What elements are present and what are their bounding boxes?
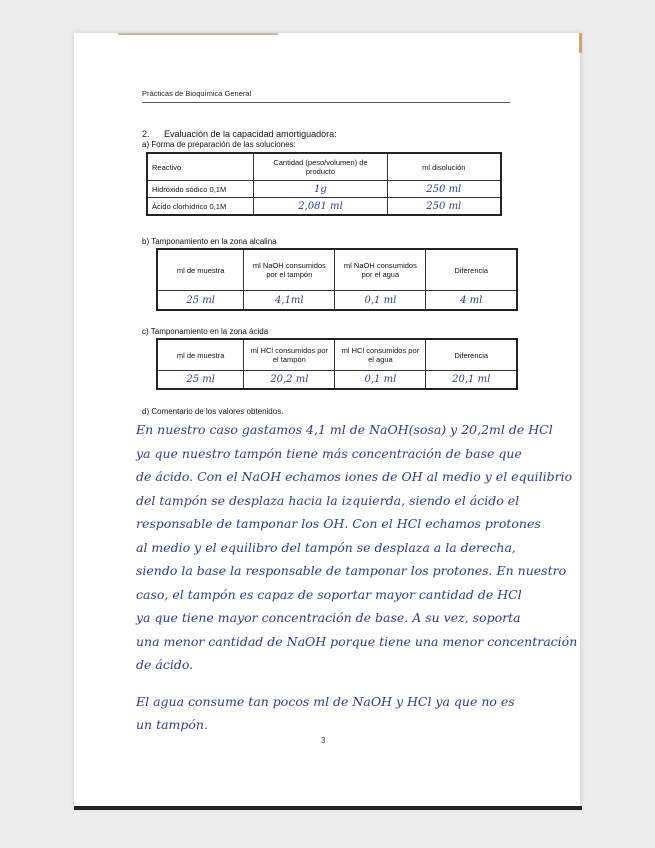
disolucion-cell: 250 ml bbox=[387, 181, 501, 198]
comment-line: responsable de tamponar los OH. Con el HCl echamos protones bbox=[136, 516, 541, 531]
tampon-cell: 20,2 ml bbox=[244, 371, 335, 390]
header-cell: ml NaOH consumidos por el agua bbox=[335, 249, 426, 291]
table-header-row bbox=[157, 339, 517, 371]
muestra-cell: 25 ml bbox=[157, 291, 244, 311]
page-top-mark bbox=[118, 33, 278, 35]
header-cell: Reactivo bbox=[147, 153, 254, 181]
page-edge-mark bbox=[579, 33, 582, 53]
comment-line: ya que nuestro tampón tiene más concentración de base que bbox=[136, 445, 522, 461]
header-cell: Diferencia bbox=[426, 339, 517, 371]
header-cell: Cantidad (peso/volumen) de producto bbox=[254, 153, 387, 181]
header-cell: ml NaOH consumidos por el tampón bbox=[244, 249, 335, 291]
comment-line: un tampón. bbox=[136, 717, 208, 732]
page-number: 3 bbox=[321, 736, 326, 745]
header-rule bbox=[142, 102, 510, 103]
tampon-cell: 4,1ml bbox=[244, 291, 335, 311]
comment-line: ya que tiene mayor concentración de base. A su vez, soporta bbox=[136, 610, 521, 625]
section-title: Evaluación de la capacidad amortiguadora: bbox=[164, 129, 337, 139]
agua-cell: 0,1 ml bbox=[335, 371, 426, 390]
comment-line: de ácido. bbox=[136, 657, 194, 672]
acid-buffer-table bbox=[156, 338, 518, 390]
cantidad-cell: 2,081 ml bbox=[254, 198, 387, 216]
section-number: 2. bbox=[142, 129, 150, 139]
comment-line: de ácido. Con el NaOH echamos iones de OH al medio y el equilibrio bbox=[136, 469, 573, 484]
header-cell: ml de muestra bbox=[157, 339, 244, 371]
page-bottom-edge bbox=[74, 806, 582, 810]
comment-line: El agua consume tan pocos ml de NaOH y HCl ya que no es bbox=[136, 693, 515, 709]
table-header-row bbox=[157, 249, 517, 291]
header-cell: ml HCl consumidos por el tampón bbox=[244, 339, 335, 371]
part-c-title: c) Tamponamiento en la zona ácida bbox=[142, 327, 269, 336]
table-row bbox=[157, 291, 517, 311]
reactivo-cell: Ácido clorhídrico 0,1M bbox=[147, 198, 254, 216]
comment-line: siendo la base la responsable de tamponar los protones. En nuestro bbox=[136, 563, 567, 578]
muestra-cell: 25 ml bbox=[157, 371, 244, 390]
reactivo-cell: Hidróxido sódico 0,1M bbox=[147, 181, 254, 198]
header-cell: Diferencia bbox=[426, 249, 517, 291]
comment-line: del tampón se desplaza hacia la izquierda, siendo el ácido el bbox=[136, 492, 520, 508]
part-d-title: d) Comentario de los valores obtenidos. bbox=[142, 407, 284, 416]
table-header-row bbox=[147, 153, 501, 181]
diferencia-cell: 4 ml bbox=[426, 291, 517, 311]
running-header: Prácticas de Bioquímica General bbox=[142, 89, 252, 98]
section-heading bbox=[142, 129, 337, 139]
comment-line: En nuestro caso gastamos 4,1 ml de NaOH(sosa) y 20,2ml de HCl bbox=[136, 422, 553, 437]
comment-line: una menor cantidad de NaOH porque tiene una menor concentración bbox=[136, 633, 578, 649]
solutions-table bbox=[146, 152, 502, 216]
table-row bbox=[147, 181, 501, 198]
header-cell: ml HCl consumidos por el agua bbox=[335, 339, 426, 371]
table-row bbox=[147, 198, 501, 216]
agua-cell: 0,1 ml bbox=[335, 291, 426, 311]
document-page bbox=[74, 33, 580, 808]
cantidad-cell: 1g bbox=[254, 181, 387, 198]
disolucion-cell: 250 ml bbox=[387, 198, 501, 216]
handwritten-comment bbox=[136, 418, 578, 737]
diferencia-cell: 20,1 ml bbox=[426, 371, 517, 390]
table-row bbox=[157, 371, 517, 390]
header-cell: ml de muestra bbox=[157, 249, 244, 291]
alkaline-buffer-table bbox=[156, 248, 518, 311]
comment-line: al medio y el equilibro del tampón se desplaza a la derecha, bbox=[136, 539, 516, 555]
comment-line: caso, el tampón es capaz de soportar mayor cantidad de HCl bbox=[136, 586, 522, 602]
part-b-title: b) Tamponamiento en la zona alcalina bbox=[142, 237, 277, 246]
header-cell: ml disolución bbox=[387, 153, 501, 181]
part-a-title: a) Forma de preparación de las soluciones: bbox=[142, 140, 296, 149]
